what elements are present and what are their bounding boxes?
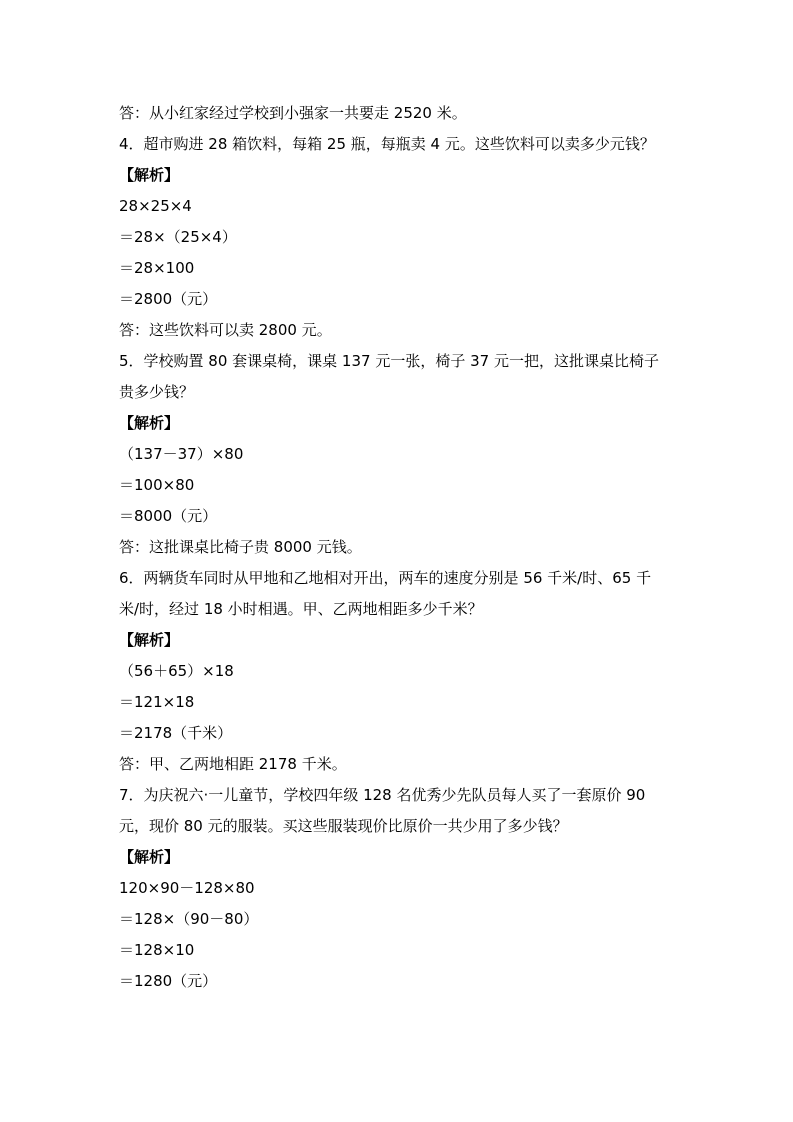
calc-step: ＝1280（元） xyxy=(119,972,218,990)
question-7: 7．为庆祝六·一儿童节，学校四年级 128 名优秀少先队员每人买了一套原价 90 xyxy=(119,786,646,804)
calc-step: ＝8000（元） xyxy=(119,507,218,525)
analysis-heading: 【解析】 xyxy=(119,848,180,866)
question-6: 6．两辆货车同时从甲地和乙地相对开出，两车的速度分别是 56 千米/时、65 千 xyxy=(119,569,652,587)
calc-step: ＝2800（元） xyxy=(119,290,218,308)
calc-step: 120×90－128×80 xyxy=(119,879,255,897)
answer-line: 答：这批课桌比椅子贵 8000 元钱。 xyxy=(119,538,362,556)
analysis-heading: 【解析】 xyxy=(119,631,180,649)
analysis-heading: 【解析】 xyxy=(119,414,180,432)
calc-step: ＝121×18 xyxy=(119,693,195,711)
calc-step: ＝28×100 xyxy=(119,259,195,277)
calc-step: ＝28×（25×4） xyxy=(119,228,237,246)
calc-step: ＝100×80 xyxy=(119,476,195,494)
analysis-heading: 【解析】 xyxy=(119,166,180,184)
question-7-cont: 元，现价 80 元的服装。买这些服装现价比原价一共少用了多少钱？ xyxy=(119,817,568,835)
answer-line: 答：这些饮料可以卖 2800 元。 xyxy=(119,321,332,339)
question-4: 4．超市购进 28 箱饮料，每箱 25 瓶，每瓶卖 4 元。这些饮料可以卖多少元钱？ xyxy=(119,135,655,153)
calc-step: ＝128×10 xyxy=(119,941,195,959)
calc-step: ＝128×（90－80） xyxy=(119,910,259,928)
question-5-cont: 贵多少钱？ xyxy=(119,383,195,401)
answer-line: 答：甲、乙两地相距 2178 千米。 xyxy=(119,755,347,773)
question-6-cont: 米/时，经过 18 小时相遇。甲、乙两地相距多少千米？ xyxy=(119,600,483,618)
calc-step: 28×25×4 xyxy=(119,197,192,215)
calc-step: （56＋65）×18 xyxy=(119,662,234,680)
answer-line: 答：从小红家经过学校到小强家一共要走 2520 米。 xyxy=(119,104,467,122)
question-5: 5．学校购置 80 套课桌椅，课桌 137 元一张，椅子 37 元一把，这批课桌比椅子 xyxy=(119,352,659,370)
calc-step: （137－37）×80 xyxy=(119,445,244,463)
calc-step: ＝2178（千米） xyxy=(119,724,233,742)
